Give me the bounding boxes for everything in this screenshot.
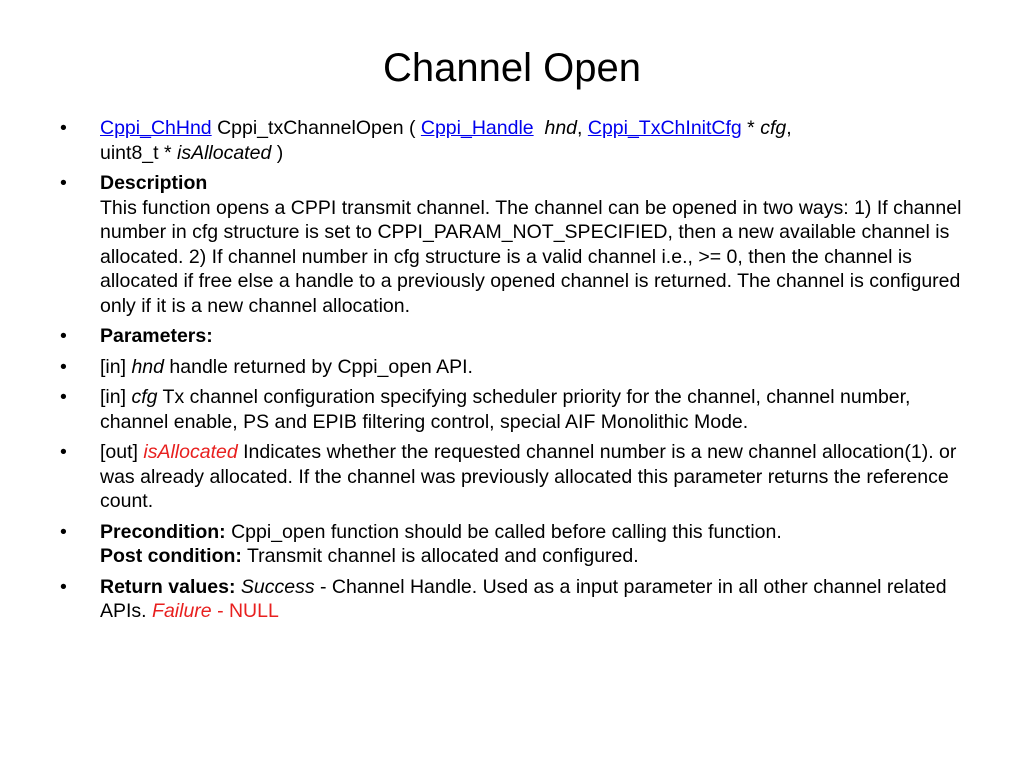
success-label: Success [240, 575, 315, 598]
param-direction: [in] [100, 386, 132, 408]
list-item-signature [60, 116, 970, 165]
bullet-icon: • [60, 172, 67, 194]
return-type-link[interactable]: Cppi_ChHnd [100, 117, 212, 139]
bullet-icon: • [60, 117, 67, 139]
signature-line2: uint8_t * [100, 141, 177, 164]
failure-label: Failure [152, 600, 212, 622]
cppi-handle-link[interactable]: Cppi_Handle [420, 117, 534, 139]
param-direction: [out] [100, 441, 144, 463]
list-item-precondition [60, 520, 970, 569]
list-item-parameters [60, 324, 970, 349]
bullet-icon: • [60, 355, 67, 378]
pointer-star: * [741, 117, 761, 139]
closing-paren: ) [271, 141, 284, 164]
bullet-list [60, 116, 970, 630]
param-text: Indicates whether the requested channel number is a new channel allocation(1). or was already allocated. If the channel was previously allocated this parameter returns the reference count. [100, 441, 957, 512]
param-hnd-name: hnd [544, 117, 578, 139]
success-text: - Channel Handle. Used as a input parameter in all other channel related APIs. [100, 575, 947, 622]
function-name: Cppi_txChannelOpen ( [211, 117, 421, 139]
bullet-icon: • [60, 575, 67, 598]
description-text: This function opens a CPPI transmit channel. The channel can be opened in two ways: 1) If channel number in cfg structure is set to CPPI_PARAM_NOT_SPECIFIED, then a new available channel is allocated. 2) If channel number in cfg structure is a valid channel i.e., >= 0, then the channel is allocated if free else a handle to a previously opened channel is returned. The channel is configured only if it is a new channel allocation. [100, 196, 962, 317]
list-item-return-values [60, 575, 970, 624]
list-item-param-isallocated [60, 440, 970, 514]
param-name: isAllocated [143, 441, 238, 463]
parameters-heading: Parameters: [100, 325, 213, 347]
bullet-icon: • [60, 441, 67, 463]
precondition-label: Precondition: [100, 520, 226, 543]
page-title: Channel Open [383, 46, 641, 90]
param-cfg-name: cfg [760, 117, 787, 139]
list-item-description [60, 171, 970, 318]
param-text: handle returned by Cppi_open API. [169, 355, 473, 378]
list-item-param-hnd [60, 355, 970, 380]
description-heading: Description [100, 172, 208, 194]
txchinitcfg-link[interactable]: Cppi_TxChInitCfg [587, 117, 742, 139]
postcondition-text: Transmit channel is allocated and configured. [241, 545, 639, 567]
param-text: Tx channel configuration specifying scheduler priority for the channel, channel number, channel enable, PS and EPIB filtering control, special AIF Monolithic Mode. [100, 386, 911, 433]
precondition-text: Cppi_open function should be called before calling this function. [225, 520, 782, 543]
bullet-icon: • [60, 520, 67, 543]
param-name: cfg [131, 386, 158, 408]
comma: , [786, 117, 792, 139]
param-direction: [in] [100, 355, 132, 378]
param-isallocated-name: isAllocated [176, 141, 272, 164]
bullet-icon: • [60, 325, 67, 347]
param-name: hnd [131, 355, 164, 378]
list-item-param-cfg [60, 385, 970, 434]
postcondition-label: Post condition: [100, 545, 242, 567]
bullet-icon: • [60, 386, 67, 408]
return-values-label: Return values: [100, 575, 236, 598]
comma: , [577, 117, 583, 139]
failure-text: - NULL [217, 600, 279, 622]
